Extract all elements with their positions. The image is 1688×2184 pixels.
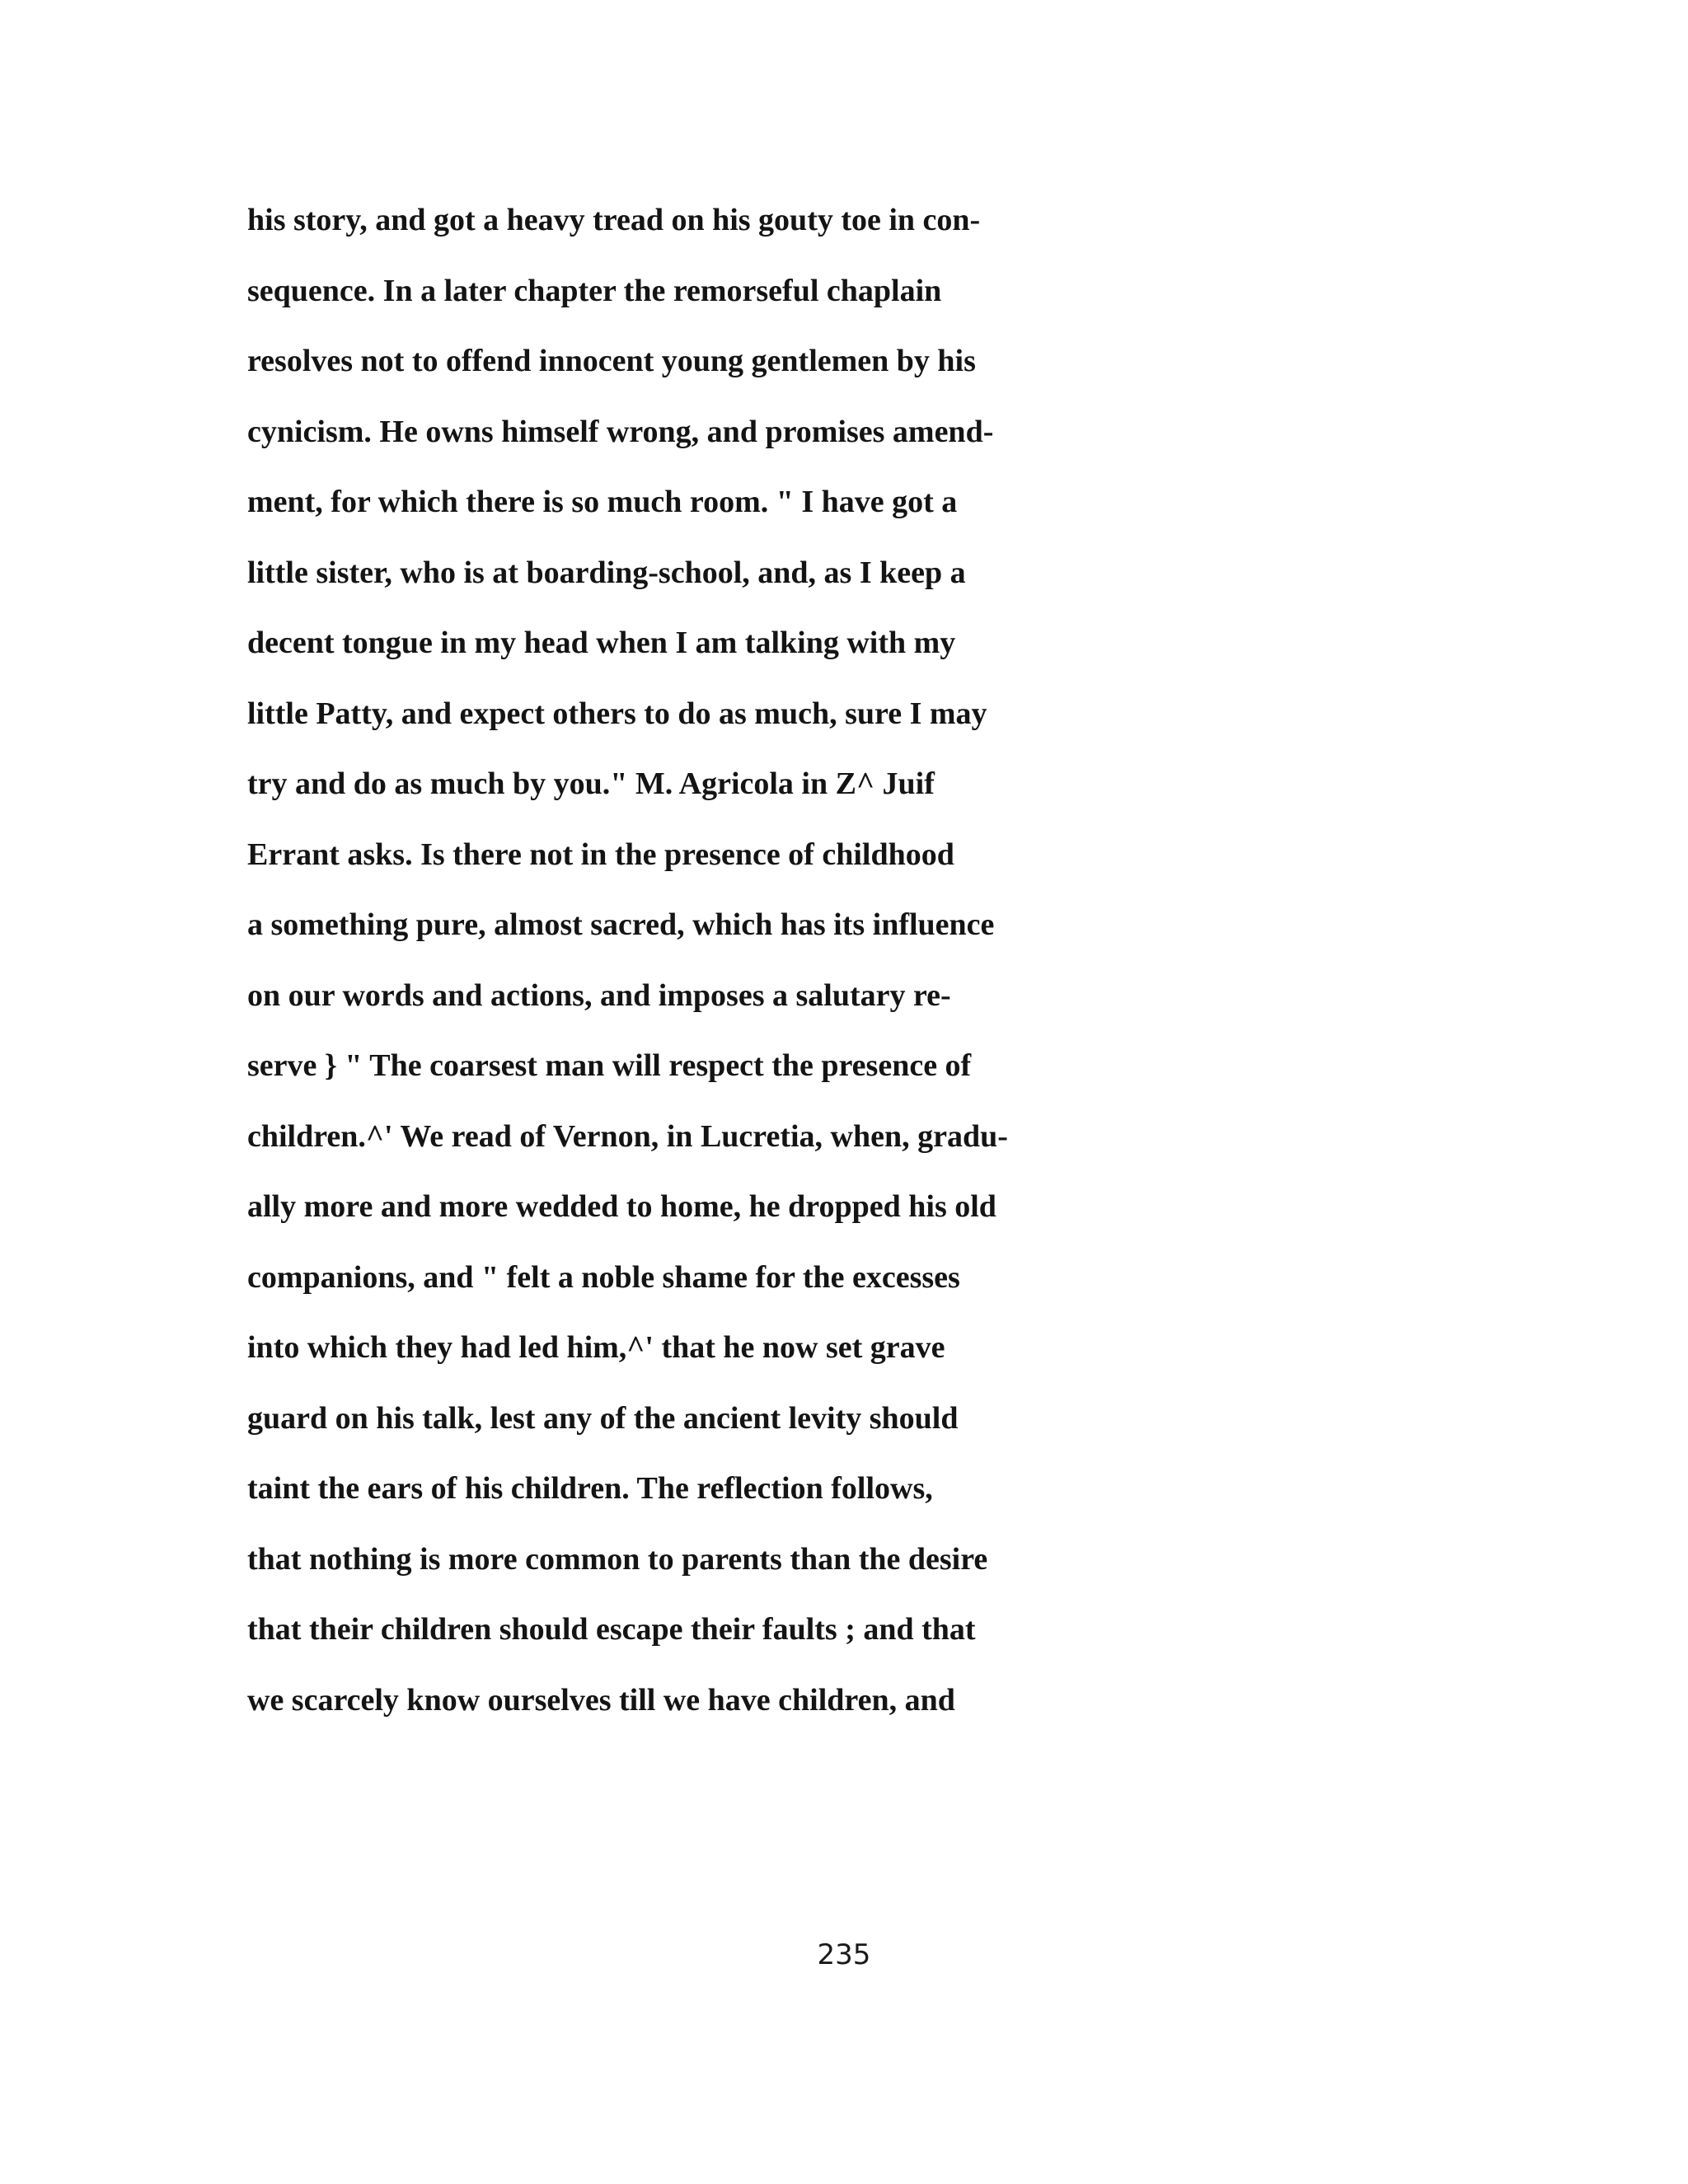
text-line: taint the ears of his children. The reflection follows,	[247, 1471, 933, 1506]
text-line: we scarcely know ourselves till we have children, and	[247, 1682, 955, 1718]
text-line: sequence. In a later chapter the remorseful chaplain	[247, 273, 942, 308]
text-line: resolves not to offend innocent young gentlemen by his	[247, 344, 976, 378]
text-line: Errant asks. Is there not in the presence of childhood	[247, 837, 954, 872]
text-line: ally more and more wedded to home, he dropped his old	[247, 1189, 996, 1224]
text-line: his story, and got a heavy tread on his gouty toe in con-	[247, 203, 981, 237]
text-line: guard on his talk, lest any of the ancient levity should	[247, 1400, 959, 1436]
text-line: that nothing is more common to parents than the desire	[247, 1541, 988, 1577]
text-line: a something pure, almost sacred, which has its influence	[247, 907, 995, 942]
text-line: that their children should escape their faults ; and that	[247, 1612, 976, 1647]
text-line: serve } " The coarsest man will respect the presence of	[247, 1048, 972, 1083]
text-line: cynicism. He owns himself wrong, and promises amend-	[247, 414, 994, 449]
text-line: children.^' We read of Vernon, in Lucretia, when, gradu-	[247, 1118, 1008, 1154]
page-number: 235	[817, 1938, 871, 1971]
text-line: into which they had led him,^' that he now set grave	[247, 1330, 945, 1365]
text-line: on our words and actions, and imposes a salutary re-	[247, 977, 951, 1013]
body-text	[247, 185, 1401, 1736]
text-line: little sister, who is at boarding-school, and, as I keep a	[247, 555, 966, 590]
text-line: try and do as much by you." M. Agricola in Z^ Juif	[247, 766, 935, 801]
text-line: ment, for which there is so much room. " I have got a	[247, 485, 958, 519]
text-line: decent tongue in my head when I am talking with my	[247, 626, 956, 660]
text-line: little Patty, and expect others to do as much, sure I may	[247, 696, 987, 731]
text-line: companions, and " felt a noble shame for the excesses	[247, 1259, 960, 1295]
